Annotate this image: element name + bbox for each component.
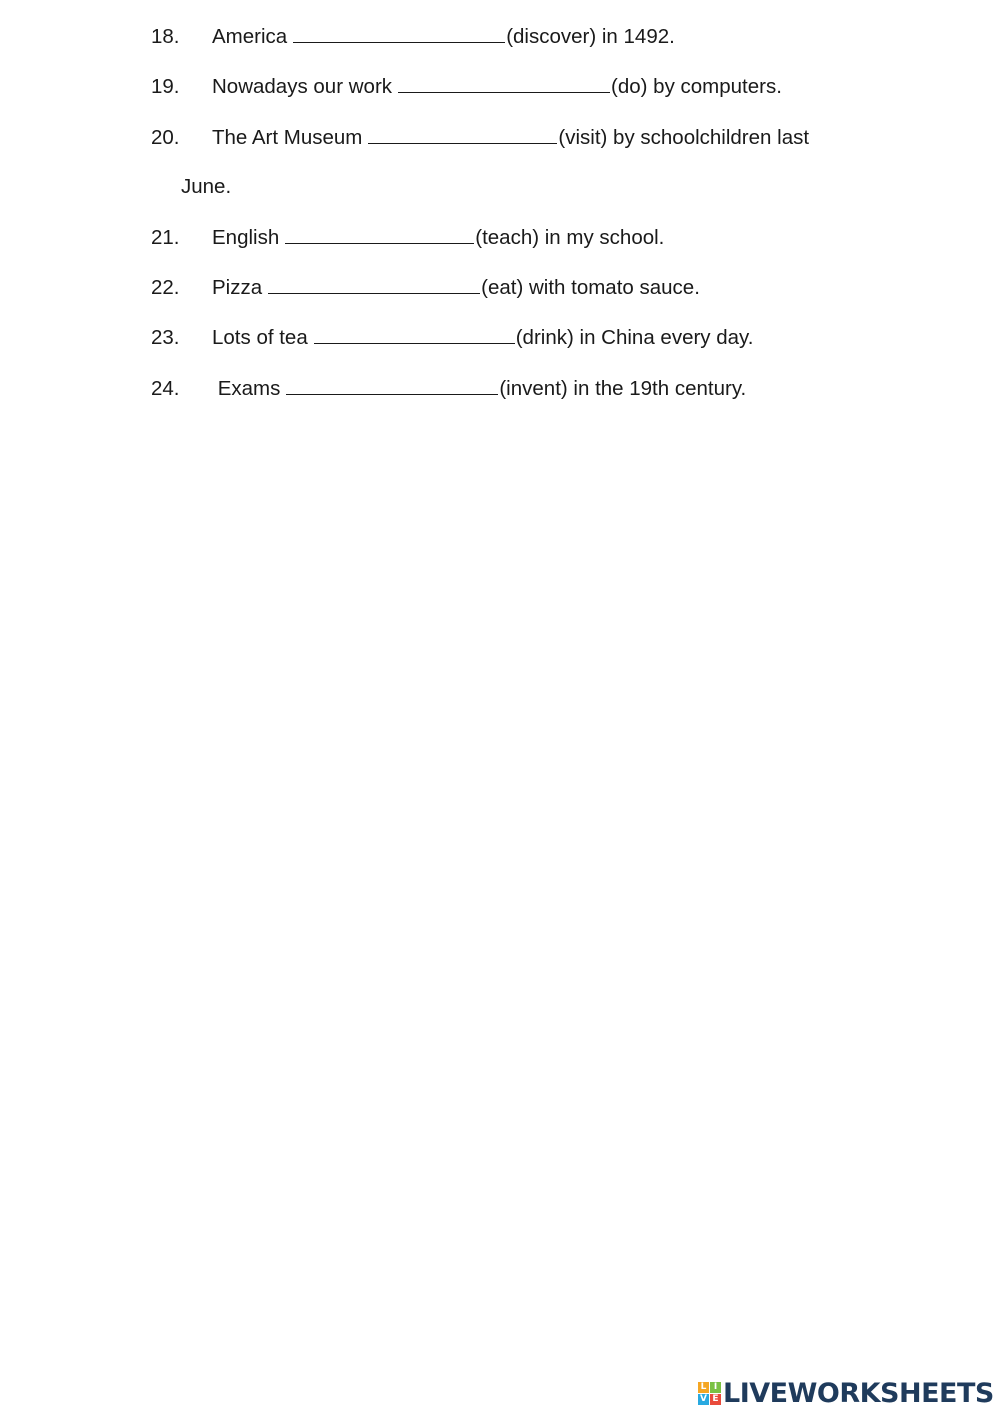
question-text-after: (invent) in the 19th century. (499, 377, 747, 400)
answer-blank[interactable] (268, 275, 480, 294)
question-number: 24. (151, 377, 180, 400)
liveworksheets-logo (698, 1378, 994, 1408)
question-number: 21. (151, 226, 180, 249)
answer-blank[interactable] (285, 225, 474, 244)
question-22 (151, 275, 700, 300)
logo-mark-cell: E (710, 1394, 721, 1405)
question-18 (151, 24, 675, 49)
answer-blank[interactable] (368, 125, 557, 144)
question-20 (151, 125, 809, 150)
logo-mark-cell: V (698, 1394, 709, 1405)
question-text-after: (visit) by schoolchildren last (558, 126, 810, 149)
question-number: 23. (151, 326, 180, 349)
question-text-after: (discover) in 1492. (506, 25, 675, 48)
question-number: 22. (151, 276, 180, 299)
question-number: 18. (151, 25, 180, 48)
question-20-continuation: June. (181, 175, 232, 198)
question-text-after: (do) by computers. (611, 75, 782, 98)
question-text-after: (teach) in my school. (475, 226, 665, 249)
question-23 (151, 325, 753, 350)
question-number: 19. (151, 75, 180, 98)
question-text-before: English (212, 226, 280, 249)
question-text-before: The Art Museum (212, 126, 363, 149)
answer-blank[interactable] (293, 24, 505, 43)
question-19 (151, 74, 782, 99)
question-text-after: (eat) with tomato sauce. (481, 276, 700, 299)
answer-blank[interactable] (314, 325, 515, 344)
question-24 (151, 376, 746, 401)
answer-blank[interactable] (286, 376, 498, 395)
logo-mark-cell: L (698, 1382, 709, 1393)
liveworksheets-logo-mark-icon (698, 1382, 721, 1405)
question-text-before: Exams (212, 377, 281, 400)
question-21 (151, 225, 664, 250)
question-number: 20. (151, 126, 180, 149)
question-text-before: Lots of tea (212, 326, 308, 349)
question-text-before: America (212, 25, 288, 48)
logo-mark-cell: I (710, 1382, 721, 1393)
question-text-before: Pizza (212, 276, 263, 299)
question-text-before: Nowadays our work (212, 75, 393, 98)
liveworksheets-logo-text: LIVEWORKSHEETS (723, 1377, 994, 1409)
answer-blank[interactable] (398, 74, 610, 93)
question-text-after: (drink) in China every day. (515, 326, 754, 349)
